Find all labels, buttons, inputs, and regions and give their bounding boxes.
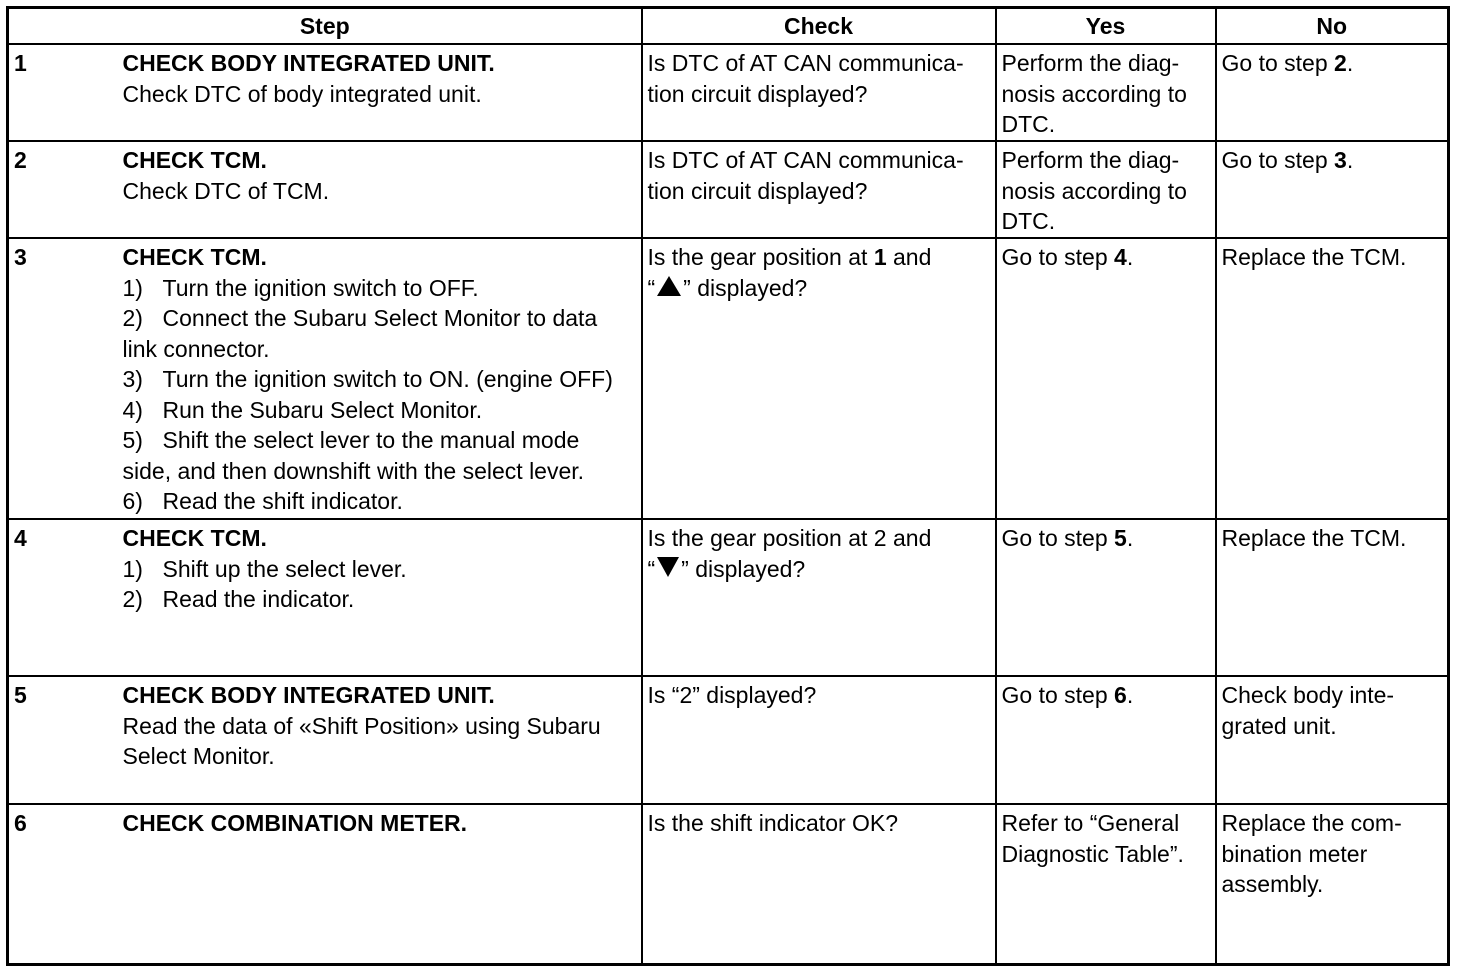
yes-text: Go to step — [1001, 525, 1115, 551]
step-title: CHECK TCM. — [122, 244, 267, 270]
table-row — [8, 804, 1449, 965]
no-punct: . — [1346, 147, 1354, 173]
no-cell — [1216, 238, 1449, 519]
no-step-ref: 2 — [1334, 50, 1347, 76]
yes-step-ref: 4 — [1114, 244, 1127, 270]
yes-cell — [996, 519, 1216, 676]
step-cell — [118, 44, 642, 141]
gear-number: 1 — [873, 244, 887, 270]
yes-text-line: Perform the diag- — [1001, 147, 1180, 173]
step-number: 3 — [8, 238, 118, 519]
check-cell — [642, 519, 996, 676]
step-title: CHECK TCM. — [122, 147, 267, 173]
no-text: Go to step — [1221, 147, 1335, 173]
step-cell — [118, 519, 642, 676]
check-text: ” displayed? — [681, 555, 806, 582]
procedure-index: 2) — [122, 586, 143, 612]
up-triangle-icon — [657, 276, 681, 296]
yes-punct: . — [1126, 525, 1134, 551]
yes-step-ref: 6 — [1114, 682, 1127, 708]
table-row — [8, 141, 1449, 238]
yes-cell — [996, 141, 1216, 238]
yes-step-ref: 5 — [1114, 525, 1127, 551]
yes-cell — [996, 44, 1216, 141]
no-text-line: grated unit. — [1221, 712, 1337, 739]
yes-text: Go to step — [1001, 682, 1115, 708]
no-text: Replace the TCM. — [1221, 244, 1407, 270]
procedure-index: 2) — [122, 305, 143, 331]
procedure-text: Read the shift indicator. — [162, 488, 403, 514]
check-text-line: Is “2” displayed? — [647, 682, 817, 708]
yes-punct: . — [1126, 682, 1134, 708]
procedure-text: Turn the ignition switch to OFF. — [162, 274, 479, 301]
procedure-continuation: link connector. — [122, 335, 270, 362]
procedure-text: Turn the ignition switch to ON. (engine OFF) — [162, 366, 613, 392]
check-text: ” displayed? — [683, 274, 808, 301]
check-cell — [642, 141, 996, 238]
yes-text-line: DTC. — [1001, 111, 1056, 137]
step-detail: Read the data of «Shift Position» using Subaru — [122, 712, 601, 739]
step-title: CHECK TCM. — [122, 525, 267, 551]
step-title: CHECK BODY INTEGRATED UNIT. — [122, 682, 495, 708]
procedure-index: 5) — [122, 427, 143, 453]
no-text-line: bination meter — [1221, 840, 1368, 867]
table-row — [8, 44, 1449, 141]
open-quote: “ — [647, 274, 656, 301]
yes-text-line: Perform the diag- — [1001, 50, 1180, 76]
step-detail: Check DTC of TCM. — [122, 177, 330, 204]
yes-text-line: nosis according to — [1001, 80, 1187, 107]
check-cell — [642, 676, 996, 804]
yes-text-line: nosis according to — [1001, 177, 1187, 204]
open-quote: “ — [647, 555, 656, 582]
table-row — [8, 238, 1449, 519]
check-text: Is the gear position at — [647, 244, 874, 270]
step-number: 6 — [8, 804, 118, 965]
check-text-line: tion circuit displayed? — [647, 80, 868, 107]
no-cell — [1216, 676, 1449, 804]
step-number: 2 — [8, 141, 118, 238]
procedure-item — [123, 273, 636, 304]
procedure-text: Connect the Subaru Select Monitor to data — [162, 305, 598, 331]
yes-cell — [996, 676, 1216, 804]
yes-text-line: Refer to “General — [1001, 810, 1180, 836]
check-cell — [642, 44, 996, 141]
header-check: Check — [642, 8, 996, 45]
no-text-line: assembly. — [1221, 871, 1324, 897]
check-text-line: Is the shift indicator OK? — [647, 810, 899, 836]
check-text: and — [886, 244, 932, 270]
yes-punct: . — [1126, 244, 1134, 270]
procedure-item — [123, 364, 636, 395]
header-no: No — [1216, 8, 1449, 45]
step-number: 5 — [8, 676, 118, 804]
yes-text-line: Diagnostic Table”. — [1001, 840, 1184, 867]
diagnostic-table — [6, 6, 1450, 966]
table-row — [8, 519, 1449, 676]
step-number: 1 — [8, 44, 118, 141]
procedure-item — [123, 425, 636, 456]
table-header-row — [8, 8, 1449, 45]
step-cell — [118, 804, 642, 965]
procedure-index: 1) — [122, 555, 143, 582]
procedure-item — [123, 584, 636, 615]
procedure-text: Run the Subaru Select Monitor. — [162, 396, 483, 423]
procedure-index: 6) — [122, 488, 143, 514]
step-cell — [118, 238, 642, 519]
no-cell — [1216, 519, 1449, 676]
no-text-line: Check body inte- — [1221, 682, 1395, 708]
yes-cell — [996, 238, 1216, 519]
check-cell — [642, 804, 996, 965]
step-cell — [118, 141, 642, 238]
step-cell — [118, 676, 642, 804]
yes-cell — [996, 804, 1216, 965]
procedure-index: 1) — [122, 274, 143, 301]
check-text-line: Is DTC of AT CAN communica- — [647, 50, 964, 76]
procedure-item — [123, 554, 636, 585]
check-text-line — [648, 273, 990, 304]
no-text: Replace the TCM. — [1221, 525, 1407, 551]
procedure-continuation: side, and then downshift with the select lever. — [122, 457, 585, 484]
check-text-line: Is the gear position at 2 and — [647, 525, 932, 551]
check-text-line — [648, 554, 990, 585]
check-text-line: Is DTC of AT CAN communica- — [647, 147, 964, 173]
step-detail: Check DTC of body integrated unit. — [122, 80, 482, 107]
table-row — [8, 676, 1449, 804]
yes-text: Go to step — [1001, 244, 1115, 270]
check-text-line: tion circuit displayed? — [647, 177, 868, 204]
procedure-index: 4) — [122, 396, 143, 423]
yes-text-line: DTC. — [1001, 208, 1056, 234]
procedure-text: Read the indicator. — [162, 586, 355, 612]
no-punct: . — [1346, 50, 1354, 76]
procedure-text: Shift up the select lever. — [162, 555, 407, 582]
no-step-ref: 3 — [1334, 147, 1347, 173]
step-detail: Select Monitor. — [122, 743, 275, 769]
no-cell — [1216, 44, 1449, 141]
step-title: CHECK BODY INTEGRATED UNIT. — [122, 50, 495, 76]
header-step: Step — [8, 8, 642, 45]
no-text: Go to step — [1221, 50, 1335, 76]
header-yes: Yes — [996, 8, 1216, 45]
no-cell — [1216, 804, 1449, 965]
procedure-item — [123, 395, 636, 426]
procedure-item — [123, 303, 636, 334]
procedure-index: 3) — [122, 366, 143, 392]
no-cell — [1216, 141, 1449, 238]
check-text-line — [648, 242, 990, 273]
down-triangle-icon — [657, 557, 679, 577]
no-text-line: Replace the com- — [1221, 810, 1402, 836]
check-cell — [642, 238, 996, 519]
procedure-text: Shift the select lever to the manual mode — [162, 427, 580, 453]
step-title: CHECK COMBINATION METER. — [122, 810, 468, 836]
procedure-item — [123, 486, 636, 517]
step-number: 4 — [8, 519, 118, 676]
